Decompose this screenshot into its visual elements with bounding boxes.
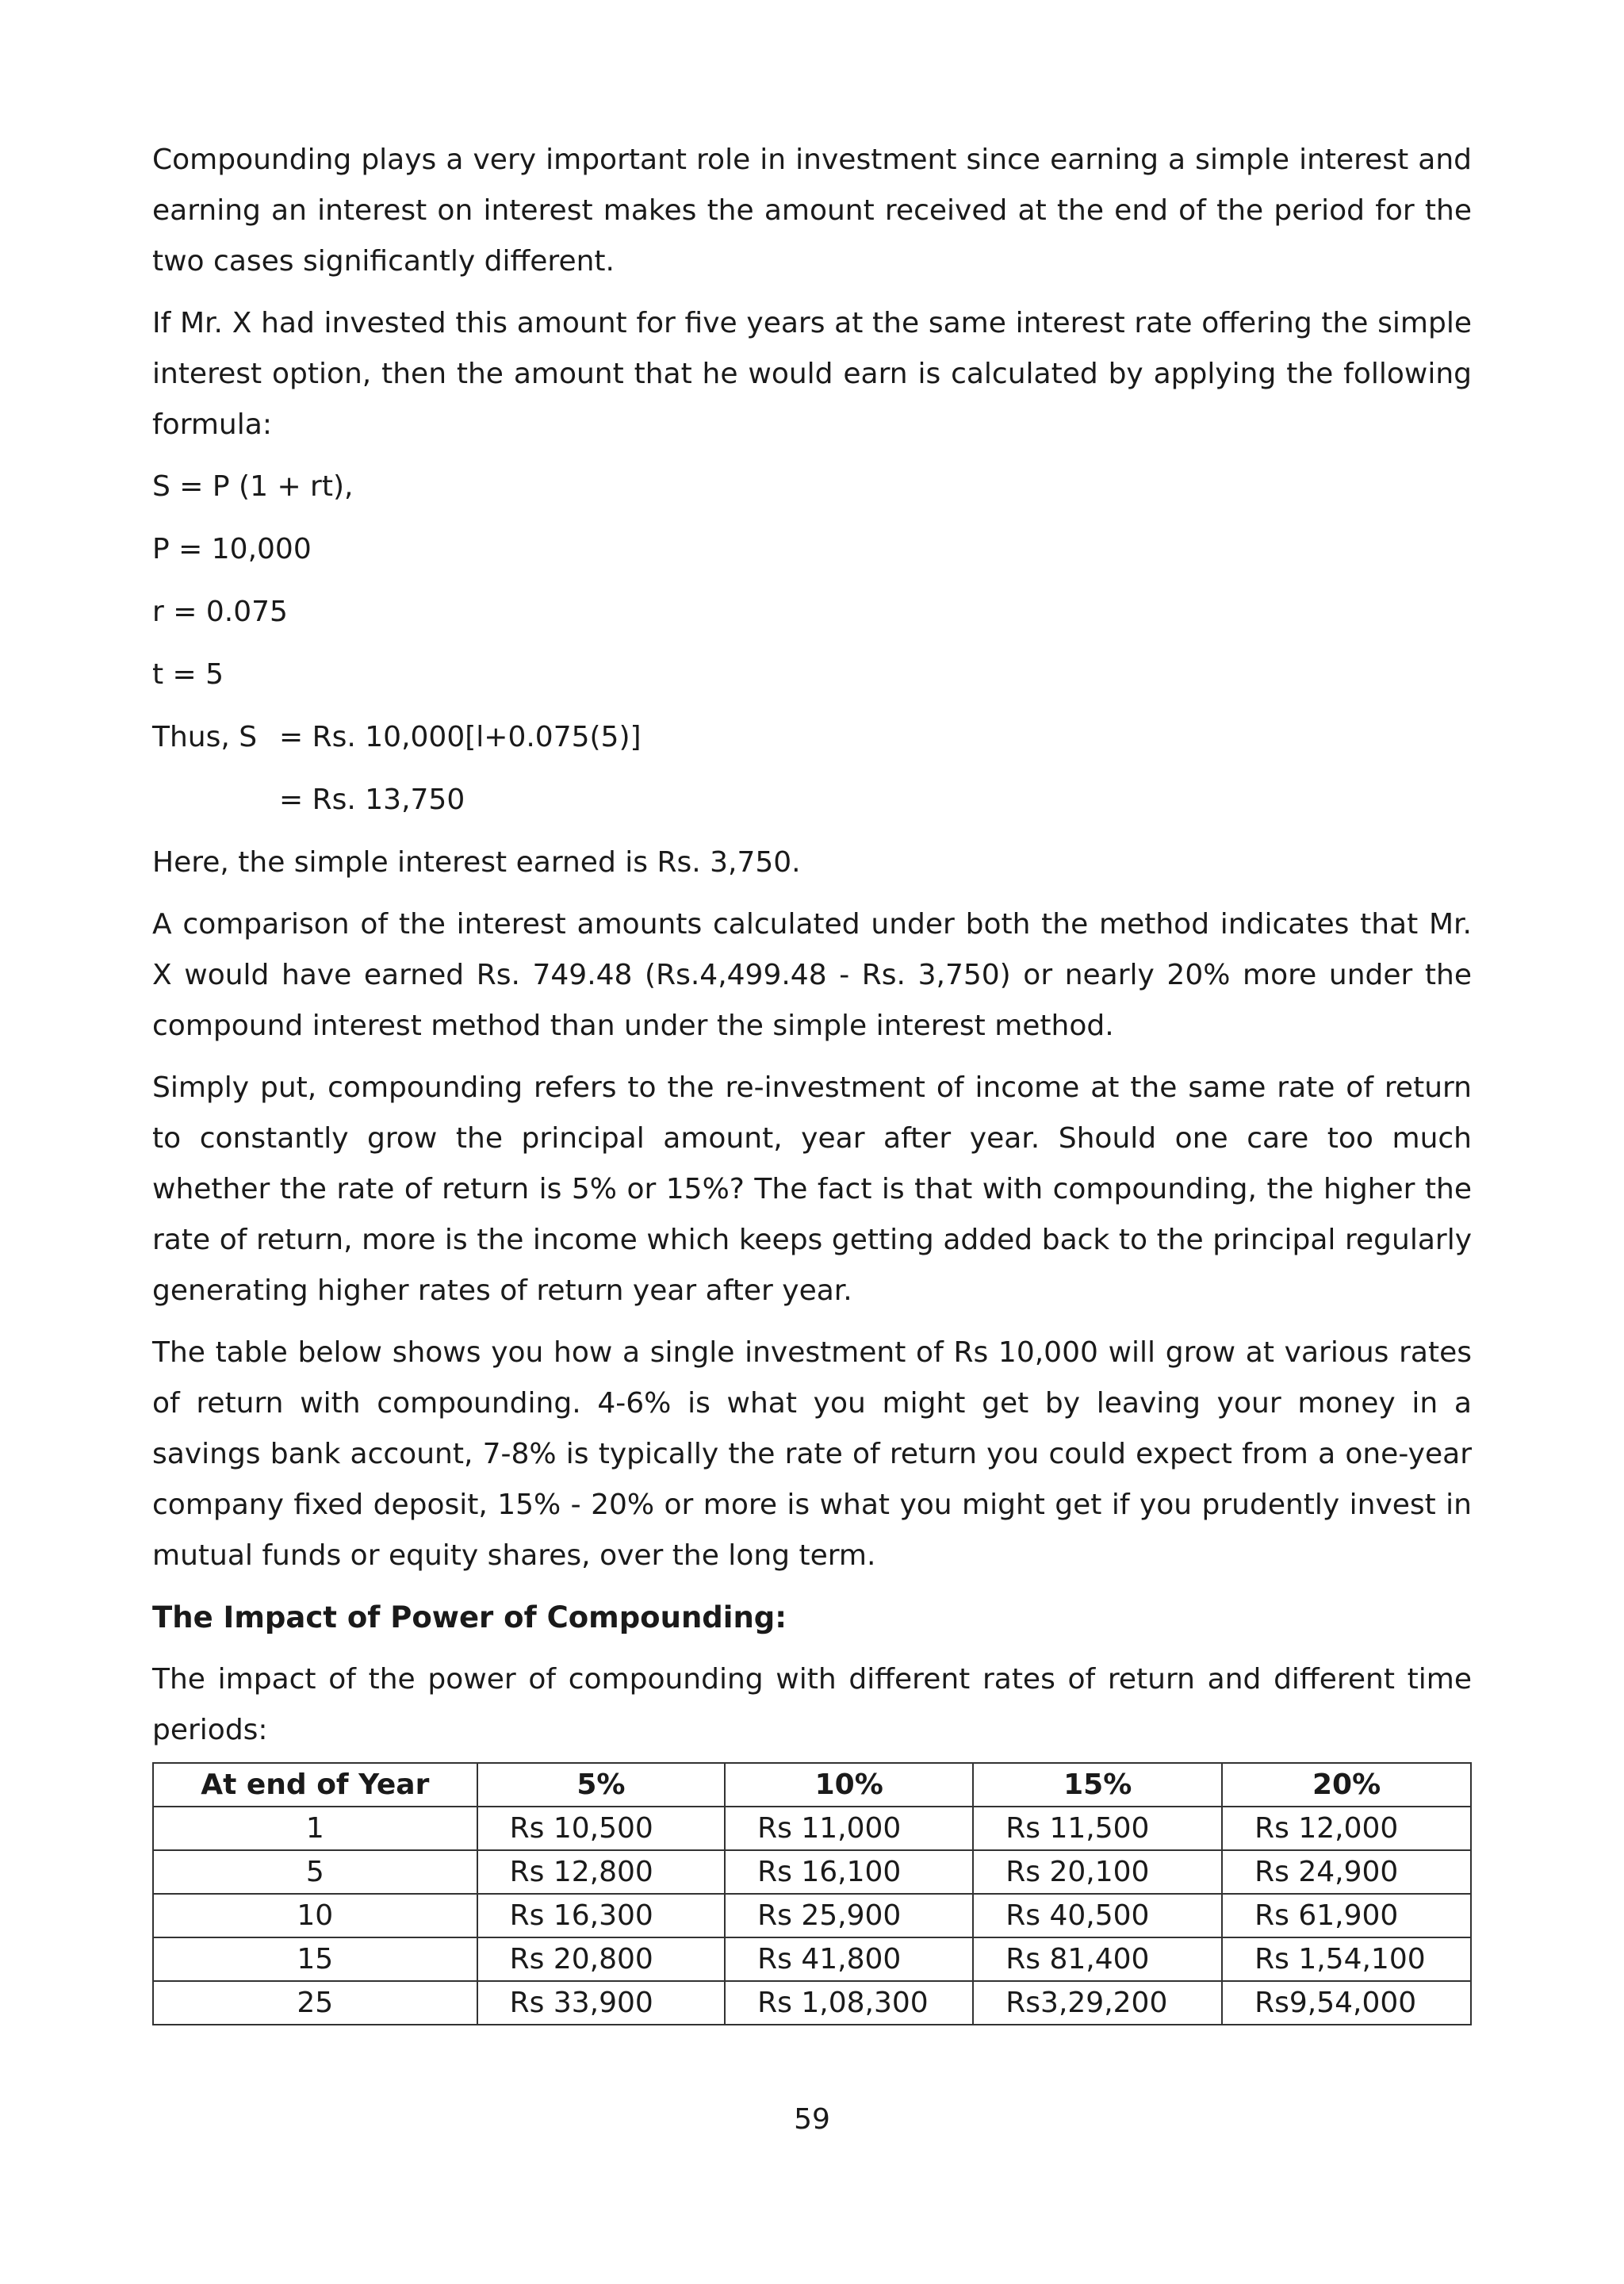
formula-line: S = P (1 + rt), xyxy=(152,470,354,503)
table-header-row xyxy=(153,1763,1471,1807)
header-10-percent: 10% xyxy=(725,1763,973,1807)
calculation-label: Thus, S xyxy=(152,721,258,753)
value-cell: Rs 16,300 xyxy=(477,1894,726,1937)
value-cell: Rs 81,400 xyxy=(973,1937,1222,1981)
year-cell: 5 xyxy=(153,1850,477,1894)
compounding-table xyxy=(152,1762,1472,2025)
paragraph-table-intro: The table below shows you how a single investment of Rs 10,000 will grow at various rates of return with compounding. 4-6% is what you might get by leaving your money in a savings bank account, 7-8% is typically the rate of return you could expect from a one-year company fixed deposit, 15% - 20% or more is what you might get if you prudently invest in mutual funds or equity shares, over the long term. xyxy=(152,1336,1472,1572)
value-cell: Rs 20,100 xyxy=(973,1850,1222,1894)
calculation-step-2 xyxy=(152,775,1472,826)
value-cell: Rs 24,900 xyxy=(1222,1850,1471,1894)
value-cell: Rs9,54,000 xyxy=(1222,1981,1471,2025)
header-5-percent: 5% xyxy=(477,1763,726,1807)
rate-value: r = 0.075 xyxy=(152,596,288,628)
value-cell: Rs 1,54,100 xyxy=(1222,1937,1471,1981)
value-cell: Rs 11,000 xyxy=(725,1807,973,1850)
principal-value: P = 10,000 xyxy=(152,533,312,565)
value-cell: Rs 11,500 xyxy=(973,1807,1222,1850)
time-value: t = 5 xyxy=(152,658,224,691)
value-cell: Rs 16,100 xyxy=(725,1850,973,1894)
year-cell: 10 xyxy=(153,1894,477,1937)
paragraph-compounding-intro: Compounding plays a very important role in investment since earning a simple interest and earning an interest on interest makes the amount received at the end of the period for the two cases significantly different. xyxy=(152,144,1472,278)
calculation-result: = Rs. 13,750 xyxy=(279,784,465,816)
header-20-percent: 20% xyxy=(1222,1763,1471,1807)
value-cell: Rs 33,900 xyxy=(477,1981,726,2025)
paragraph-impact: The impact of the power of compounding with different rates of return and different time periods: xyxy=(152,1663,1472,1746)
calculation-expression: = Rs. 10,000[l+0.075(5)] xyxy=(279,721,642,753)
page-content xyxy=(152,135,1472,2025)
table-row xyxy=(153,1981,1471,2025)
value-cell: Rs 12,000 xyxy=(1222,1807,1471,1850)
table-row xyxy=(153,1807,1471,1850)
table-row xyxy=(153,1894,1471,1937)
value-cell: Rs 25,900 xyxy=(725,1894,973,1937)
value-cell: Rs 20,800 xyxy=(477,1937,726,1981)
calculation-step-1 xyxy=(152,712,1472,763)
paragraph-simple-interest-option: If Mr. X had invested this amount for five years at the same interest rate offering the simple interest option, then the amount that he would earn is calculated by applying the following formula: xyxy=(152,307,1472,441)
value-cell: Rs 41,800 xyxy=(725,1937,973,1981)
paragraph-simply-put: Simply put, compounding refers to the re-investment of income at the same rate of return to constantly grow the principal amount, year after year. Should one care too much whether the rate of return is 5% or 15%? The fact is that with compounding, the higher the rate of return, more is the income which keeps getting added back to the principal regularly generating higher rates of return year after year. xyxy=(152,1071,1472,1307)
value-cell: Rs 1,08,300 xyxy=(725,1981,973,2025)
year-cell: 1 xyxy=(153,1807,477,1850)
table-row xyxy=(153,1937,1471,1981)
paragraph-simple-interest-earned: Here, the simple interest earned is Rs. 3,750. xyxy=(152,846,801,879)
value-cell: Rs 12,800 xyxy=(477,1850,726,1894)
value-cell: Rs 40,500 xyxy=(973,1894,1222,1937)
value-cell: Rs 10,500 xyxy=(477,1807,726,1850)
year-cell: 15 xyxy=(153,1937,477,1981)
value-cell: Rs 61,900 xyxy=(1222,1894,1471,1937)
year-cell: 25 xyxy=(153,1981,477,2025)
header-year: At end of Year xyxy=(153,1763,477,1807)
table-row xyxy=(153,1850,1471,1894)
header-15-percent: 15% xyxy=(973,1763,1222,1807)
section-heading: The Impact of Power of Compounding: xyxy=(152,1600,787,1634)
value-cell: Rs3,29,200 xyxy=(973,1981,1222,2025)
page-number: 59 xyxy=(794,2103,830,2136)
paragraph-comparison: A comparison of the interest amounts calculated under both the method indicates that Mr. X would have earned Rs. 749.48 (Rs.4,499.48 - Rs. 3,750) or nearly 20% more under the compound interest method than under the simple interest method. xyxy=(152,908,1472,1042)
